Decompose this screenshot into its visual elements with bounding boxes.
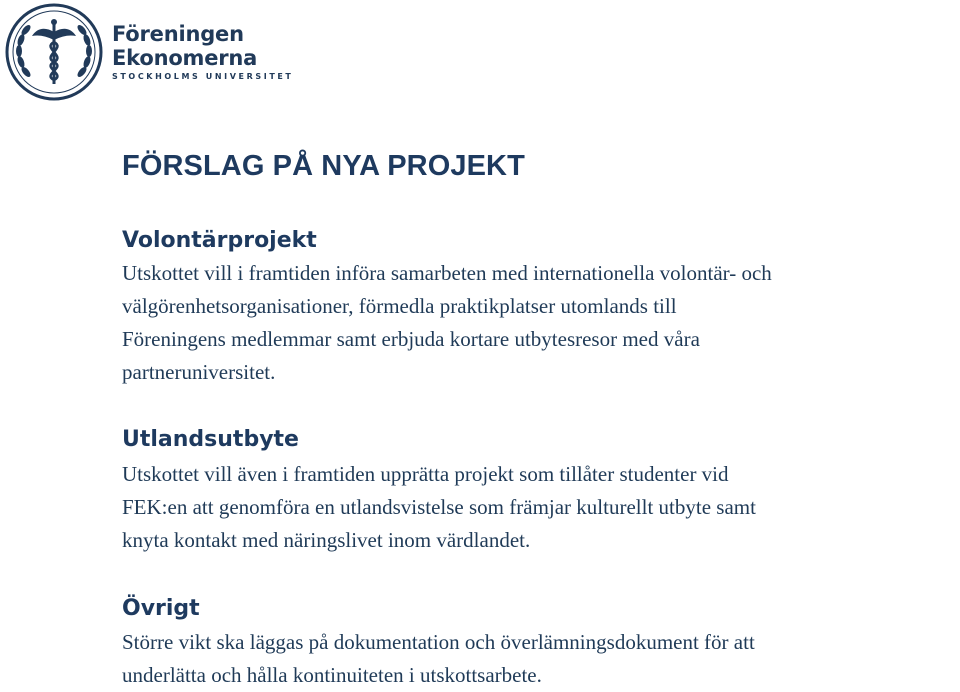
section-paragraph [122, 626, 952, 692]
section-utlandsutbyte [122, 425, 952, 557]
section-ovrigt [122, 594, 952, 692]
section-volontarprojekt [122, 226, 952, 389]
paragraph-line: knyta kontakt med näringslivet inom värdlandet. [122, 528, 531, 552]
organization-logo [4, 2, 294, 102]
logo-name-line1: Föreningen [112, 21, 244, 46]
paragraph-line: Större vikt ska läggas på dokumentation och överlämningsdokument för att [122, 630, 755, 654]
paragraph-line: FEK:en att genomföra en utlandsvistelse som främjar kulturellt utbyte samt [122, 495, 756, 519]
section-heading: Utlandsutbyte [122, 427, 299, 452]
logo-wordmark [112, 22, 294, 83]
paragraph-line: Utskottet vill i framtiden införa samarbeten med internationella volontär- och [122, 261, 772, 285]
paragraph-line: Utskottet vill även i framtiden upprätta projekt som tillåter studenter vid [122, 462, 729, 486]
section-paragraph [122, 257, 952, 389]
paragraph-line: underlätta och hålla kontinuiteten i utskottsarbete. [122, 663, 542, 687]
caduceus-emblem-icon [4, 2, 104, 102]
section-heading: Övrigt [122, 596, 200, 621]
paragraph-line: partneruniversitet. [122, 360, 276, 384]
section-heading: Volontärprojekt [122, 228, 317, 253]
paragraph-line: Föreningens medlemmar samt erbjuda kortare utbytesresor med våra [122, 327, 700, 351]
section-paragraph [122, 458, 952, 557]
page-title: FÖRSLAG PÅ NYA PROJEKT [122, 150, 525, 182]
logo-university-line: STOCKHOLMS UNIVERSITET [112, 71, 294, 81]
logo-name-line2: Ekonomerna [112, 45, 258, 70]
paragraph-line: välgörenhetsorganisationer, förmedla praktikplatser utomlands till [122, 294, 677, 318]
